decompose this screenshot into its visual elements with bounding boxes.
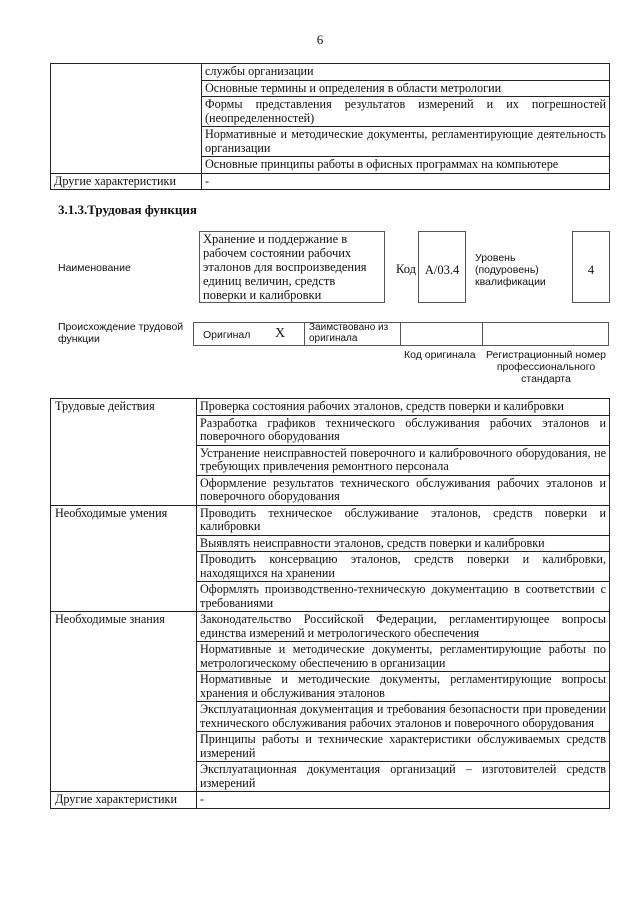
table-cell: Нормативные и методические документы, регламентирующие деятельность организации bbox=[202, 127, 610, 157]
table-cell: Нормативные и методические документы, регламентирующие работы по метрологическому обеспечению в организации bbox=[197, 642, 610, 672]
table-cell: Оформление результатов технического обслуживания рабочих эталонов и поверочного оборудования bbox=[197, 475, 610, 505]
table-row bbox=[51, 173, 610, 190]
table-cell: - bbox=[202, 173, 610, 190]
table-row bbox=[51, 612, 610, 642]
table-cell: Основные термины и определения в области метрологии bbox=[202, 80, 610, 97]
table-cell: Эксплуатационная документация и требования безопасности при проведении технического обслуживания рабочих эталонов и поверочного оборудования bbox=[197, 702, 610, 732]
code-original-caption: Код оригинала bbox=[404, 349, 476, 361]
table-cell: Эксплуатационная документация организаций – изготовителей средств измерений bbox=[197, 762, 610, 792]
origin-divider bbox=[304, 322, 305, 346]
table-cell: Выявлять неисправности эталонов, средств поверки и калибровки bbox=[197, 535, 610, 552]
table-row bbox=[51, 64, 610, 81]
name-label: Наименование bbox=[58, 262, 131, 274]
group-label: Трудовые действия bbox=[51, 399, 197, 506]
origin-divider bbox=[482, 322, 483, 346]
group-label: Необходимые знания bbox=[51, 612, 197, 792]
original-mark: X bbox=[275, 326, 286, 341]
table-cell: - bbox=[197, 792, 610, 809]
table-cell: Принципы работы и технические характеристики обслуживаемых средств измерений bbox=[197, 732, 610, 762]
table-row bbox=[51, 792, 610, 809]
table-cell: Проводить техническое обслуживание эталонов, средств поверки и калибровки bbox=[197, 505, 610, 535]
table-cell: Разработка графиков технического обслуживания рабочих эталонов и поверочного оборудования bbox=[197, 415, 610, 445]
table-cell: Оформлять производственно-техническую документацию в соответствии с требованиями bbox=[197, 582, 610, 612]
level-box bbox=[572, 231, 610, 303]
table-cell-label: Другие характеристики bbox=[51, 173, 202, 190]
borrowed-label: Заимствовано из оригинала bbox=[309, 322, 389, 344]
code-box bbox=[418, 231, 466, 303]
table-cell: Формы представления результатов измерений и их погрешностей (неопределенностей) bbox=[202, 97, 610, 127]
table-cell: Проводить консервацию эталонов, средств поверки и калибровки, находящихся на хранении bbox=[197, 552, 610, 582]
function-name-box bbox=[199, 231, 385, 303]
level-value: 4 bbox=[587, 263, 595, 277]
table-cell: службы организации bbox=[202, 64, 610, 81]
function-details-table bbox=[50, 398, 610, 809]
function-name-value: Хранение и поддержание в рабочем состоянии рабочих эталонов для воспроизведения единиц величин, средств поверки и калибровки bbox=[203, 232, 367, 302]
table-cell: Устранение неисправностей поверочного и калибровочного оборудования, не требующих привлечения ремонтного персонала bbox=[197, 445, 610, 475]
table-cell: Нормативные и методические документы, регламентирующие вопросы хранения и обслуживания эталонов bbox=[197, 672, 610, 702]
origin-divider bbox=[400, 322, 401, 346]
table-cell: Основные принципы работы в офисных программах на компьютере bbox=[202, 157, 610, 174]
group-label: Другие характеристики bbox=[51, 792, 197, 809]
reg-number-caption: Регистрационный номер профессионального стандарта bbox=[486, 349, 606, 385]
table-cell: Законодательство Российской Федерации, регламентирующее вопросы единства измерений и метрологического обеспечения bbox=[197, 612, 610, 642]
level-label: Уровень (подуровень) квалификации bbox=[475, 252, 546, 288]
page-number: 6 bbox=[316, 32, 324, 47]
original-label: Оригинал bbox=[203, 329, 251, 341]
knowledge-continuation-table bbox=[50, 63, 610, 190]
section-title: 3.1.3.Трудовая функция bbox=[58, 202, 197, 217]
table-row bbox=[51, 399, 610, 416]
code-value: А/03.4 bbox=[424, 263, 460, 277]
origin-label: Происхождение трудовой функции bbox=[58, 321, 184, 345]
table-row bbox=[51, 505, 610, 535]
table-cell: Проверка состояния рабочих эталонов, средств поверки и калибровки bbox=[197, 399, 610, 416]
code-label: Код bbox=[396, 262, 416, 276]
group-label: Необходимые умения bbox=[51, 505, 197, 612]
table-cell-label bbox=[51, 64, 202, 174]
origin-box bbox=[193, 322, 609, 346]
